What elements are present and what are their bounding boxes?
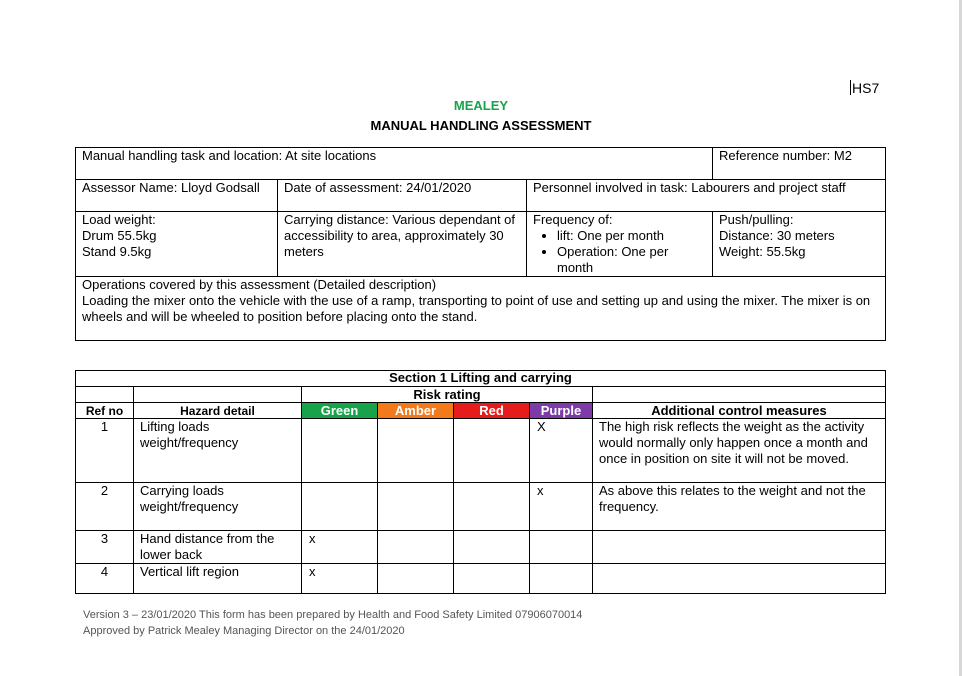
red-header: Red: [454, 403, 530, 419]
purple-cell: [530, 531, 593, 564]
blank-cell: [134, 387, 302, 403]
frequency-item: • Operation: One per month: [557, 244, 706, 276]
info-row: [76, 180, 886, 212]
table-row: [76, 419, 886, 483]
section-title: Section 1 Lifting and carrying: [76, 371, 886, 387]
load-weight-label: Load weight:: [82, 212, 156, 227]
carrying-distance-cell: Carrying distance: Various dependant of accessibility to area, approximately 30 meters: [278, 212, 527, 277]
push-pull-label: Push/pulling:: [719, 212, 794, 227]
blank-cell: [76, 387, 134, 403]
footer-approval: Approved by Patrick Mealey Managing Director on the 24/01/2020: [83, 625, 405, 637]
info-row: [76, 277, 886, 341]
green-cell: x: [302, 564, 378, 594]
assessor-cell: Assessor Name: Lloyd Godsall: [76, 180, 278, 212]
task-location-cell: Manual handling task and location: At site locations: [76, 148, 713, 180]
red-cell: [454, 531, 530, 564]
personnel-cell: Personnel involved in task: Labourers and project staff: [527, 180, 886, 212]
measures-cell: The high risk reflects the weight as the activity would normally only happen once a month and once in position on site it will not be moved.: [593, 419, 886, 483]
lifting-carrying-table: [75, 370, 886, 594]
measures-header: Additional control measures: [593, 403, 886, 419]
ref-cell: 4: [76, 564, 134, 594]
document-code-text: HS7: [852, 80, 880, 96]
company-name: MEALEY: [453, 98, 509, 113]
push-pull-distance: Distance: 30 meters: [719, 228, 835, 243]
table-row: [76, 564, 886, 594]
purple-cell: [530, 564, 593, 594]
red-cell: [454, 564, 530, 594]
green-cell: x: [302, 531, 378, 564]
reference-cell: Reference number: M2: [713, 148, 886, 180]
amber-cell: [378, 564, 454, 594]
amber-cell: [378, 483, 454, 531]
date-cell: Date of assessment: 24/01/2020: [278, 180, 527, 212]
blank-cell: [593, 387, 886, 403]
frequency-list: [533, 228, 706, 276]
hazard-cell: Vertical lift region: [134, 564, 302, 594]
purple-cell: X: [530, 419, 593, 483]
purple-header: Purple: [530, 403, 593, 419]
frequency-label: Frequency of:: [533, 212, 613, 227]
hazard-cell: Hand distance from the lower back: [134, 531, 302, 564]
hazard-cell: Lifting loads weight/frequency: [134, 419, 302, 483]
amber-cell: [378, 419, 454, 483]
measures-cell: As above this relates to the weight and not the frequency.: [593, 483, 886, 531]
footer: [83, 607, 582, 639]
operations-description: Loading the mixer onto the vehicle with the use of a ramp, transporting to point of use and setting up and using the mixer. The mixer is on wheels and will be wheeled to position before placing onto the stand.: [82, 293, 871, 324]
load-weight-cell: [76, 212, 278, 277]
ref-cell: 3: [76, 531, 134, 564]
hazard-cell: Carrying loads weight/frequency: [134, 483, 302, 531]
measures-cell: [593, 531, 886, 564]
ref-header: Ref no: [76, 403, 134, 419]
footer-version: Version 3 – 23/01/2020 This form has been prepared by Health and Food Safety Limited 07906070014: [83, 609, 583, 621]
ref-cell: 1: [76, 419, 134, 483]
text-cursor: [850, 80, 851, 95]
measures-cell: [593, 564, 886, 594]
frequency-item: • lift: One per month: [557, 228, 706, 244]
push-pull-weight: Weight: 55.5kg: [719, 244, 806, 259]
info-row: [76, 212, 886, 277]
table-row: [76, 483, 886, 531]
info-row: [76, 148, 886, 180]
amber-header: Amber: [378, 403, 454, 419]
assessment-info-table: [75, 147, 886, 341]
load-weight-drum: Drum 55.5kg: [82, 228, 157, 243]
red-cell: [454, 419, 530, 483]
ref-cell: 2: [76, 483, 134, 531]
green-cell: [302, 483, 378, 531]
green-header: Green: [302, 403, 378, 419]
section-title-row: [76, 371, 886, 387]
frequency-cell: [527, 212, 713, 277]
operations-cell: [76, 277, 886, 341]
red-cell: [454, 483, 530, 531]
risk-rating-label: Risk rating: [302, 387, 593, 403]
operations-label: Operations covered by this assessment (Detailed description): [82, 277, 437, 292]
load-weight-stand: Stand 9.5kg: [82, 244, 152, 259]
amber-cell: [378, 531, 454, 564]
hazard-header: Hazard detail: [134, 403, 302, 419]
purple-cell: x: [530, 483, 593, 531]
page-title: MANUAL HANDLING ASSESSMENT: [370, 118, 592, 133]
push-pull-cell: [713, 212, 886, 277]
document-code: [850, 80, 879, 96]
green-cell: [302, 419, 378, 483]
risk-rating-row: [76, 387, 886, 403]
table-row: [76, 531, 886, 564]
column-header-row: [76, 403, 886, 419]
